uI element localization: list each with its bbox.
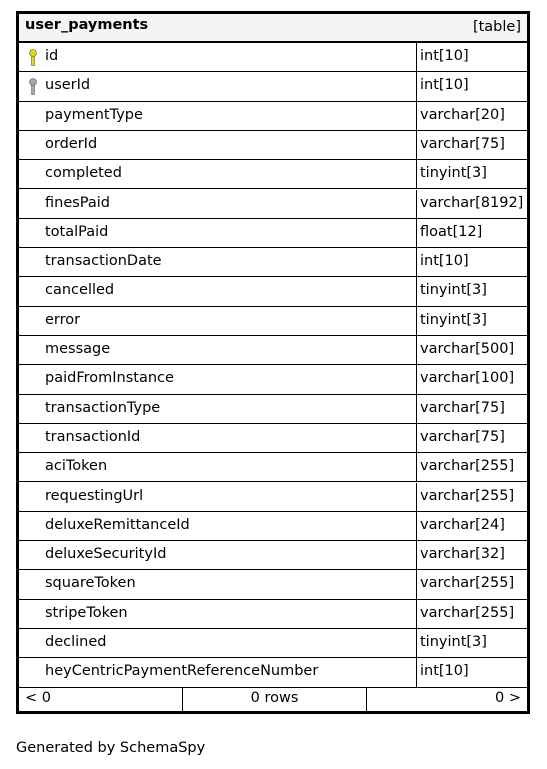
column-name: heyCentricPaymentReferenceNumber bbox=[45, 663, 319, 680]
column-name: deluxeSecurityId bbox=[45, 546, 167, 563]
column-type: varchar[100] bbox=[420, 370, 515, 387]
column-name-cell bbox=[19, 365, 417, 393]
column-name: userId bbox=[45, 77, 91, 94]
column-name-cell bbox=[19, 43, 417, 71]
footer-right-cell bbox=[367, 687, 527, 711]
footer-right-label: 0 > bbox=[495, 690, 521, 706]
column-name-cell bbox=[19, 541, 417, 569]
column-type: varchar[500] bbox=[420, 341, 515, 357]
column-name: requestingUrl bbox=[45, 487, 144, 504]
column-type: varchar[255] bbox=[420, 487, 515, 504]
table-row bbox=[19, 570, 527, 599]
column-name-cell bbox=[19, 307, 417, 335]
table-row bbox=[19, 658, 527, 687]
table-row bbox=[19, 512, 527, 541]
table-row bbox=[19, 424, 527, 453]
column-name-cell bbox=[19, 424, 417, 452]
column-type: tinyint[3] bbox=[420, 311, 487, 328]
table-row bbox=[19, 160, 527, 189]
column-name-cell bbox=[19, 277, 417, 305]
table-row bbox=[19, 336, 527, 365]
table-row bbox=[19, 365, 527, 394]
column-type: varchar[255] bbox=[420, 575, 515, 592]
table-name: user_payments bbox=[25, 17, 149, 33]
column-name-cell bbox=[19, 102, 417, 130]
column-name: orderId bbox=[45, 135, 98, 152]
column-name: transactionDate bbox=[45, 253, 162, 270]
column-type: tinyint[3] bbox=[420, 634, 487, 650]
column-name: transactionId bbox=[45, 428, 141, 445]
table-header bbox=[19, 14, 527, 43]
column-name: paidFromInstance bbox=[45, 370, 174, 387]
table-entity-user-payments bbox=[16, 11, 530, 714]
column-name-cell bbox=[19, 512, 417, 540]
footer-left-cell bbox=[19, 687, 183, 711]
column-type: int[10] bbox=[420, 48, 469, 64]
column-name: message bbox=[45, 341, 111, 357]
column-type: varchar[75] bbox=[420, 135, 505, 152]
column-name: error bbox=[45, 311, 81, 328]
primary-key-icon bbox=[27, 49, 39, 67]
footer-row-count-cell bbox=[183, 687, 367, 711]
table-row bbox=[19, 453, 527, 482]
column-name-cell bbox=[19, 570, 417, 598]
column-type: float[12] bbox=[420, 223, 483, 240]
table-footer bbox=[19, 687, 527, 711]
column-name-cell bbox=[19, 336, 417, 364]
column-name: aciToken bbox=[45, 458, 108, 475]
table-row bbox=[19, 248, 527, 277]
column-name-cell bbox=[19, 131, 417, 159]
column-name-cell bbox=[19, 248, 417, 276]
column-type: varchar[20] bbox=[420, 106, 505, 123]
table-row bbox=[19, 277, 527, 306]
column-name-cell bbox=[19, 160, 417, 188]
column-type: varchar[32] bbox=[420, 546, 505, 563]
column-name: id bbox=[45, 48, 59, 64]
table-row bbox=[19, 131, 527, 160]
table-row bbox=[19, 541, 527, 570]
table-row bbox=[19, 219, 527, 248]
column-name-cell bbox=[19, 395, 417, 423]
table-row bbox=[19, 190, 527, 219]
table-row bbox=[19, 600, 527, 629]
table-row bbox=[19, 483, 527, 512]
table-row bbox=[19, 307, 527, 336]
column-type: varchar[8192] bbox=[420, 194, 524, 211]
column-name-cell bbox=[19, 483, 417, 511]
column-name-cell bbox=[19, 453, 417, 481]
column-name: squareToken bbox=[45, 575, 136, 592]
generator-credit: Generated by SchemaSpy bbox=[16, 740, 206, 756]
column-name: cancelled bbox=[45, 282, 115, 299]
column-type: tinyint[3] bbox=[420, 282, 487, 299]
column-name-cell bbox=[19, 658, 417, 686]
footer-row-count-label: 0 rows bbox=[250, 690, 299, 706]
table-kind-label: [table] bbox=[472, 19, 521, 35]
column-type: varchar[75] bbox=[420, 428, 505, 445]
column-name-cell bbox=[19, 629, 417, 657]
foreign-key-icon bbox=[27, 78, 39, 96]
column-type: varchar[24] bbox=[420, 516, 505, 533]
column-name: completed bbox=[45, 165, 122, 182]
footer-left-label: < 0 bbox=[25, 690, 51, 706]
column-name: declined bbox=[45, 634, 107, 650]
column-type: varchar[75] bbox=[420, 399, 505, 416]
column-name: transactionType bbox=[45, 399, 161, 416]
column-type: int[10] bbox=[420, 253, 469, 270]
column-type: int[10] bbox=[420, 663, 469, 680]
column-name: paymentType bbox=[45, 106, 143, 123]
column-name-cell bbox=[19, 72, 417, 100]
column-name: totalPaid bbox=[45, 223, 109, 240]
table-row bbox=[19, 395, 527, 424]
table-row bbox=[19, 43, 527, 72]
column-name-cell bbox=[19, 190, 417, 218]
column-type: varchar[255] bbox=[420, 604, 515, 621]
column-type: varchar[255] bbox=[420, 458, 515, 475]
column-name: finesPaid bbox=[45, 194, 111, 211]
column-type: int[10] bbox=[420, 77, 469, 94]
column-name-cell bbox=[19, 219, 417, 247]
column-type: tinyint[3] bbox=[420, 165, 487, 182]
column-name: stripeToken bbox=[45, 604, 128, 621]
table-row bbox=[19, 102, 527, 131]
table-row bbox=[19, 72, 527, 101]
column-name: deluxeRemittanceId bbox=[45, 516, 190, 533]
table-row bbox=[19, 629, 527, 658]
column-name-cell bbox=[19, 600, 417, 628]
